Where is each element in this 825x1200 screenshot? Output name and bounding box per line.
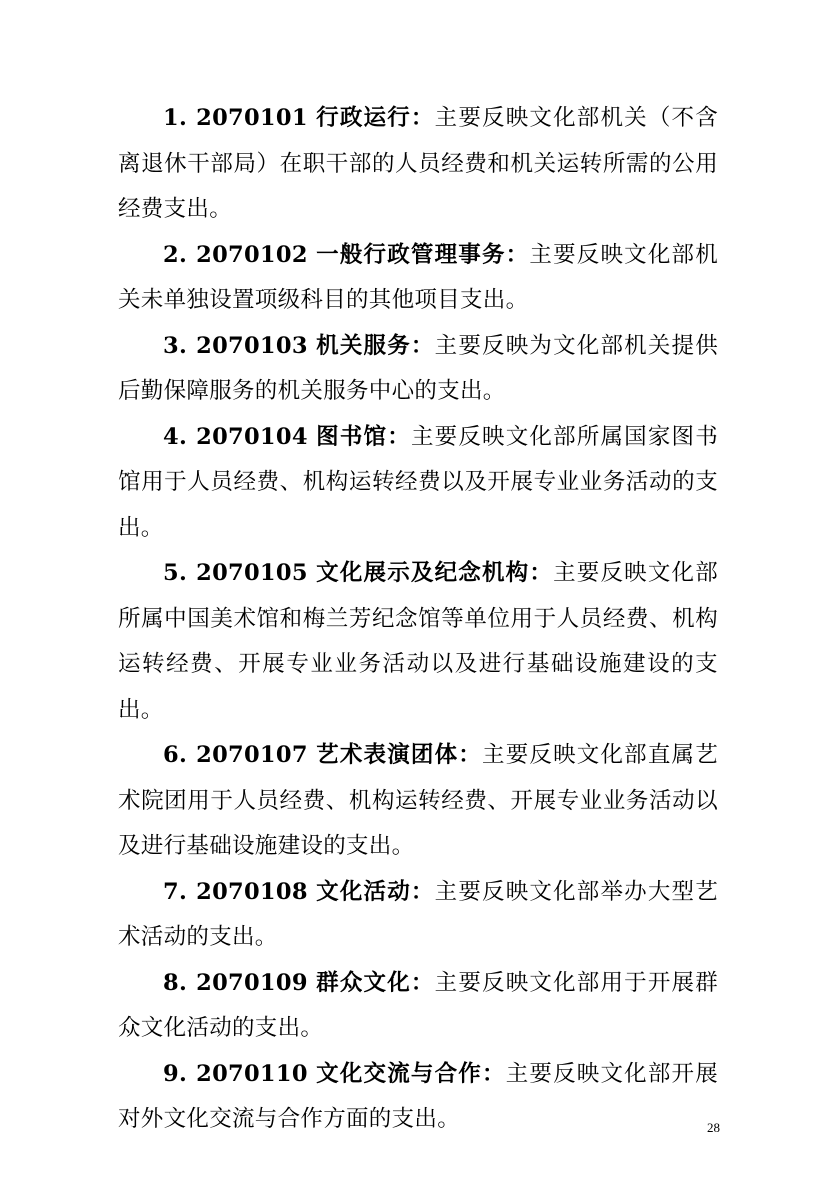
item-code: 2. 2070102 <box>163 241 308 268</box>
item-separator: ： <box>481 1060 506 1087</box>
item-code: 8. 2070109 <box>163 969 308 996</box>
document-body <box>118 96 718 1143</box>
list-item <box>118 96 718 233</box>
page-number: 28 <box>707 1120 720 1135</box>
list-item <box>118 415 718 552</box>
list-item <box>118 961 718 1052</box>
item-title: 一般行政管理事务 <box>316 241 506 268</box>
item-description: 主要反映文化部开展对外文化交流与合作方面的支出。 <box>118 1060 718 1132</box>
item-description: 主要反映文化部所属国家图书馆用于人员经费、机构运转经费以及开展专业业务活动的支出。 <box>118 423 719 541</box>
item-code: 3. 2070103 <box>163 332 308 359</box>
item-code: 4. 2070104 <box>163 423 308 450</box>
item-description: 主要反映文化部举办大型艺术活动的支出。 <box>118 878 719 950</box>
list-item <box>118 324 718 415</box>
item-title: 文化展示及纪念机构 <box>316 560 530 586</box>
item-separator: ： <box>458 742 482 768</box>
item-separator: ： <box>387 423 411 450</box>
item-code: 9. 2070110 <box>163 1060 308 1087</box>
item-description: 主要反映文化部机关未单独设置项级科目的其他项目支出。 <box>118 241 718 313</box>
item-title: 文化交流与合作 <box>316 1060 482 1087</box>
item-description: 主要反映文化部所属中国美术馆和梅兰芳纪念馆等单位用于人员经费、机构运转经费、开展专业业务活动以及进行基础设施建设的支出。 <box>118 560 718 723</box>
item-title: 文化活动 <box>316 878 411 905</box>
item-separator: ： <box>505 241 530 268</box>
item-separator: ： <box>410 878 435 905</box>
item-title: 群众文化 <box>316 969 411 996</box>
item-code: 7. 2070108 <box>163 878 308 905</box>
list-item <box>118 870 718 961</box>
list-item <box>118 733 718 870</box>
item-code: 6. 2070107 <box>163 742 308 768</box>
item-description: 主要反映文化部用于开展群众文化活动的支出。 <box>118 969 719 1041</box>
item-separator: ： <box>410 332 435 359</box>
list-item <box>118 551 718 733</box>
item-separator: ： <box>410 969 435 996</box>
list-item <box>118 233 718 324</box>
item-title: 机关服务 <box>316 332 411 359</box>
item-separator: ： <box>529 560 554 586</box>
item-title: 图书馆 <box>316 423 388 450</box>
item-description: 主要反映为文化部机关提供后勤保障服务的机关服务中心的支出。 <box>118 332 719 404</box>
item-description: 主要反映文化部机关（不含离退休干部局）在职干部的人员经费和机关运转所需的公用经费支出。 <box>118 105 719 222</box>
list-item <box>118 1052 718 1143</box>
item-separator: ： <box>410 105 435 131</box>
item-code: 1. 2070101 <box>163 105 308 131</box>
item-title: 行政运行 <box>316 105 411 131</box>
item-description: 主要反映文化部直属艺术院团用于人员经费、机构运转经费、开展专业业务活动以及进行基础设施建设的支出。 <box>118 742 718 859</box>
item-title: 艺术表演团体 <box>316 742 459 768</box>
item-code: 5. 2070105 <box>163 560 308 586</box>
